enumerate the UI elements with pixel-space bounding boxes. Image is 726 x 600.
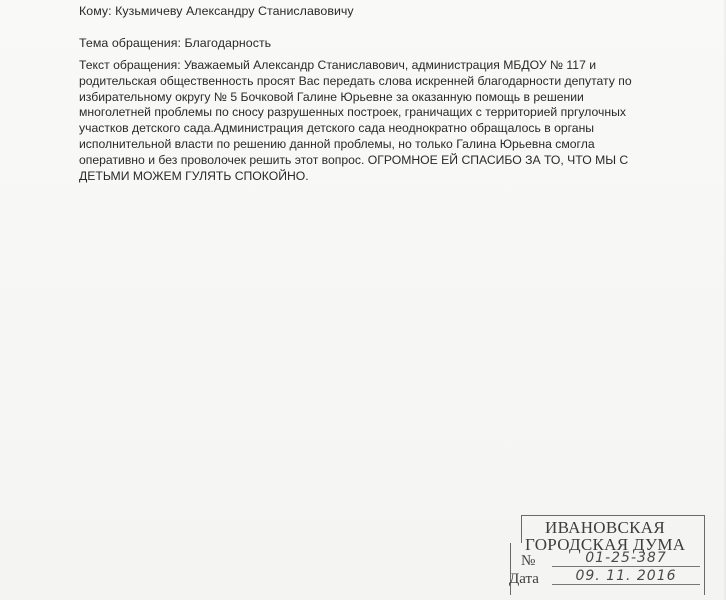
stamp-number-label: № bbox=[521, 553, 536, 569]
subject-line: Тема обращения: Благодарность bbox=[79, 36, 272, 50]
body-line: избирательному округу № 5 Бочковой Галине Юрьевне за оказанную помощь в решении bbox=[79, 89, 584, 104]
body-line: Текст обращения: Уважаемый Александр Станиславович, администрация МБДОУ № 117 и bbox=[79, 58, 597, 72]
body-line: многолетней проблемы по сносу разрушенных построек, граничащих с территорией пргулочных bbox=[79, 105, 626, 120]
body-line: ДЕТЬМИ МОЖЕМ ГУЛЯТЬ СПОКОЙНО. bbox=[79, 168, 309, 183]
stamp-org-line1: ИВАНОВСКАЯ bbox=[545, 518, 666, 537]
body-line: исполнительной власти по решению данной проблемы, но только Галина Юрьевна смогла bbox=[79, 136, 595, 151]
body-line: оперативно и без проволочек решить этот вопрос. ОГРОМНОЕ ЕЙ СПАСИБО ЗА ТО, ЧТО МЫ С bbox=[79, 152, 629, 167]
stamp-date-label: Дата bbox=[509, 571, 539, 587]
recipient-line: Кому: Кузьмичеву Александру Станиславовичу bbox=[79, 4, 354, 18]
stamp-date-value: 09. 11. 2016 bbox=[552, 568, 700, 585]
appeal-body bbox=[79, 58, 679, 184]
stamp-border bbox=[521, 515, 522, 543]
body-line: родительская общественность просят Вас передать слова искренней благодарности депутату по bbox=[79, 73, 632, 88]
registration-stamp bbox=[507, 515, 707, 597]
body-line: участков детского сада.Администрация детского сада неоднократно обращалось в органы bbox=[79, 121, 595, 136]
stamp-number-value: 01-25-387 bbox=[552, 550, 700, 567]
stamp-border bbox=[704, 515, 705, 595]
stamp-org-line2: ГОРОДСКАЯ ДУМА bbox=[525, 535, 686, 554]
stamp-border bbox=[521, 515, 705, 516]
